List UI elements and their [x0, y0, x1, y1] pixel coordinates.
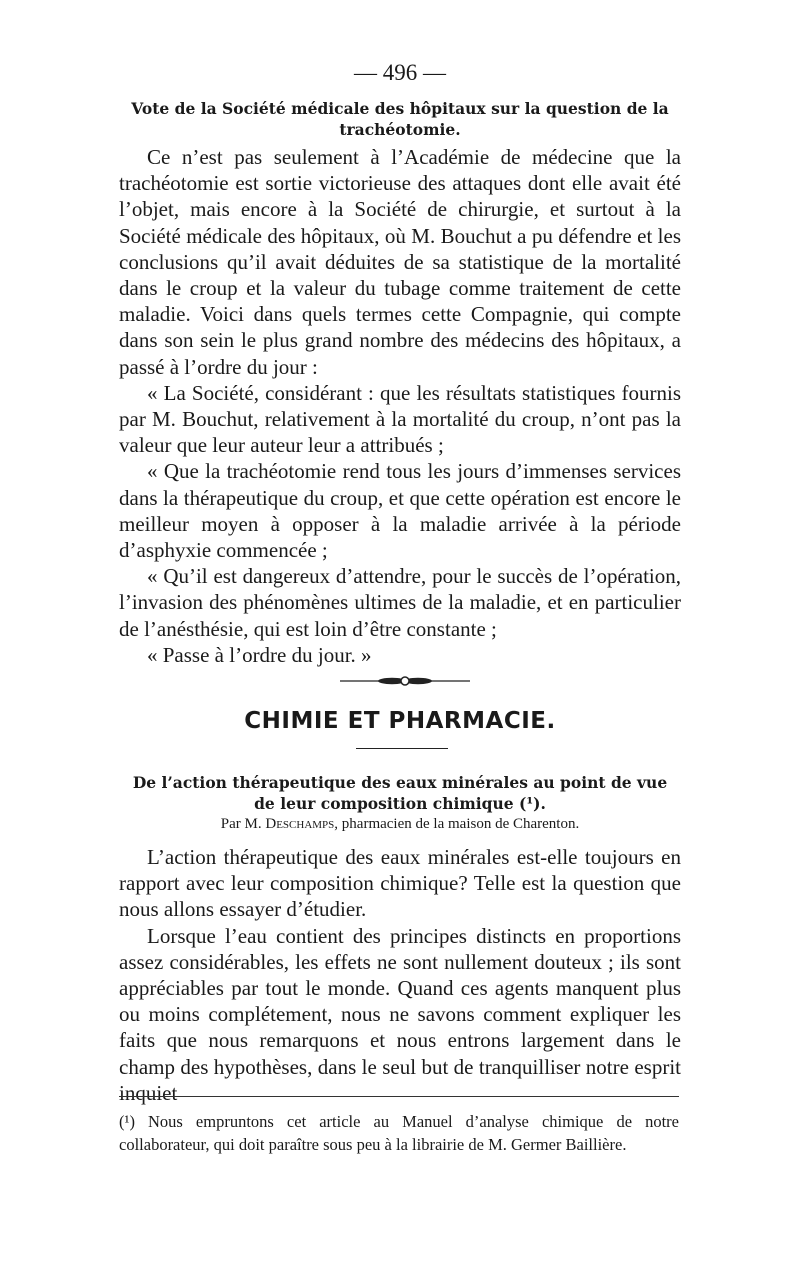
page-number: — 496 — — [354, 60, 446, 85]
article-heading: De l’action thérapeutique des eaux minérales au point de vue de leur composition chimique (¹). — [132, 773, 668, 813]
footnote-rule — [119, 1096, 679, 1097]
author-name: Deschamps — [265, 816, 335, 832]
title-rule — [356, 748, 448, 749]
paragraph: « La Société, considérant : que les résultats statistiques fournis par M. Bouchut, relativement à la mortalité du croup, n’ont pas la valeur que leur auteur leur a attribués ; — [119, 380, 681, 458]
paragraph: « Qu’il est dangereux d’attendre, pour le succès de l’opération, l’invasion des phénomènes ultimes de la maladie, et en particulier de l’anésthésie, qui est loin d’être constante ; — [119, 564, 681, 641]
section1-body — [119, 144, 681, 668]
paragraph: « Que la trachéotomie rend tous les jours d’immenses services dans la thérapeutique du croup, et que cette opération est encore le meilleur moyen à opposer à la maladie arrivée à la période d’asphyxie commencée ; — [119, 459, 681, 563]
footnote — [119, 1110, 679, 1156]
paragraph: L’action thérapeutique des eaux minérales est-elle toujours en rapport avec leur composition chimique? Telle est la question que nous allons essayer d’étudier. — [119, 845, 681, 922]
footnote-text: (¹) Nous empruntons cet article au Manuel d’analyse chimique de notre collaborateur, qui doit paraître sous peu à la librairie de M. Germer Baillière. — [119, 1112, 679, 1154]
ornament-divider-icon — [340, 674, 470, 688]
section-title: CHIMIE ET PHARMACIE. — [244, 708, 556, 734]
paragraph: « Passe à l’ordre du jour. » — [147, 642, 372, 667]
author-affiliation: , pharmacien de la maison de Charenton. — [334, 816, 580, 832]
paragraph: Lorsque l’eau contient des principes distincts en proportions assez considérables, les effets ne sont nullement douteux ; ils sont appréciables par tout le monde. Quand ces agents manquent plus ou moins complétement, nous ne savons comment expliquer les faits que nous remarquons et nous entrons largement dans le champ des hypothèses, dans le seul but de tranquilliser notre esprit inquiet — [119, 923, 681, 1105]
paragraph: Ce n’est pas seulement à l’Académie de médecine que la trachéotomie est sortie victorieuse des attaques dont elle avait été l’objet, mais encore à la Société de chirurgie, et surtout à la Société médicale des hôpitaux, où M. Bouchut a pu défendre et les conclusions qu’il avait déduites de sa statistique de la mortalité dans le croup et la valeur du tubage comme traitement de cette maladie. Voici dans quels termes cette Compagnie, qui compte dans son sein le plus grand nombre des médecins des hôpitaux, a passé à l’ordre du jour : — [119, 145, 681, 379]
section2-body — [119, 844, 681, 1106]
author-line — [120, 816, 680, 833]
author-prefix: Par M. — [220, 816, 262, 832]
section-heading-tracheotomie: Vote de la Société médicale des hôpitaux sur la question de la trachéotomie. — [131, 99, 669, 139]
